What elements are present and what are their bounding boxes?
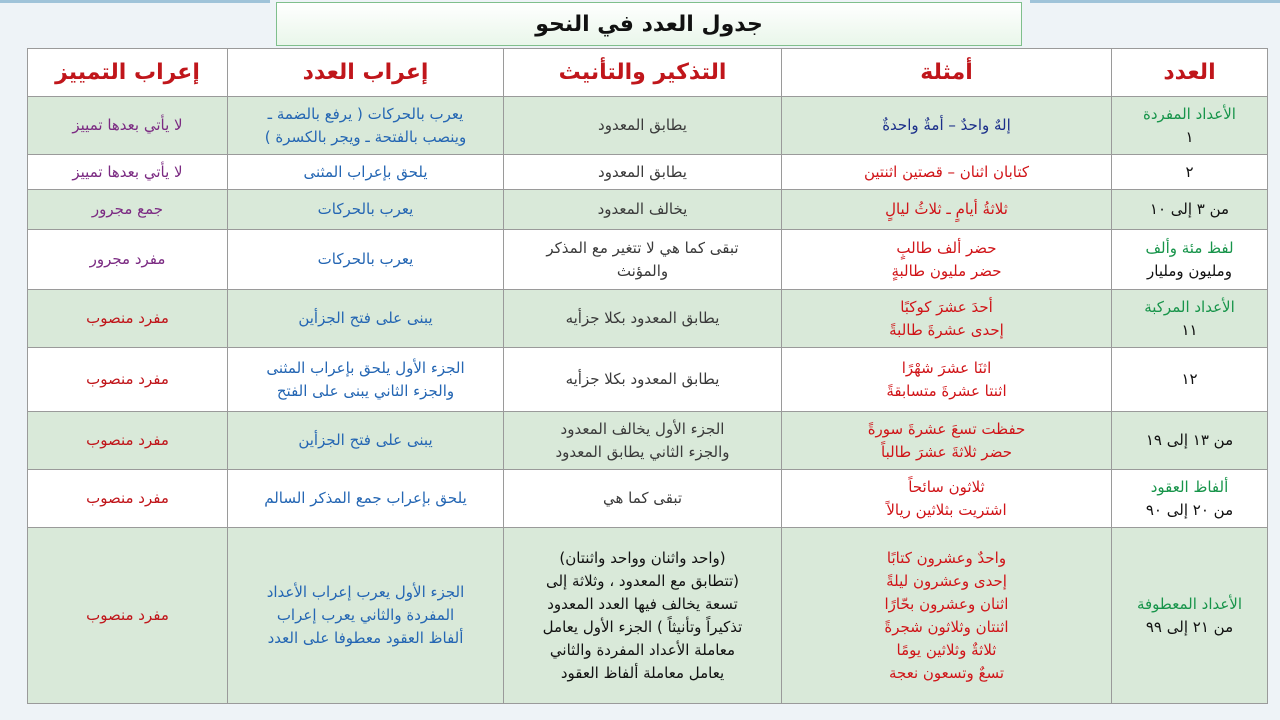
gender-cell bbox=[504, 470, 782, 528]
tamyeez-cell: جمع مجرور bbox=[28, 190, 228, 230]
examples-cell bbox=[782, 470, 1112, 528]
table-row bbox=[28, 230, 1268, 290]
number-cell-line: الأعداد المعطوفة bbox=[1136, 594, 1243, 613]
examples-cell-line: اثنَا عشرَ شهْرًا bbox=[901, 358, 992, 377]
examples-cell-line: كتابان اثنان – قصتين اثنتين bbox=[863, 162, 1029, 181]
number-cell bbox=[1112, 155, 1268, 190]
examples-cell-line: حفظت تسعَ عشرةَ سورةً bbox=[867, 419, 1026, 438]
irab-cell-line: يعرب بالحركات ( يرفع بالضمة ـ bbox=[267, 104, 464, 123]
top-decor-bar-left bbox=[0, 0, 270, 3]
examples-cell-line: حضر ألف طالبٍ bbox=[896, 238, 997, 257]
examples-cell-line: إلهٌ واحدٌ – أمةٌ واحدةٌ bbox=[882, 116, 1011, 134]
gender-cell-line: (واحد واثنان وواحد واثنتان) bbox=[559, 548, 726, 567]
gender-cell-line: يطابق المعدود bbox=[598, 116, 687, 134]
number-cell-line: من ١٣ إلى ١٩ bbox=[1145, 431, 1234, 449]
page-title: جدول العدد في النحو bbox=[535, 11, 763, 37]
examples-cell-line: إحدى وعشرون ليلةً bbox=[886, 571, 1007, 590]
number-cell-line: الأعداد المركبة bbox=[1144, 297, 1235, 316]
table-row bbox=[28, 412, 1268, 470]
gender-cell-line: تبقى كما هي bbox=[602, 489, 683, 507]
header-irab-number: إعراب العدد bbox=[228, 49, 504, 97]
number-cell bbox=[1112, 470, 1268, 528]
gender-cell-line: الجزء الأول يخالف المعدود bbox=[560, 419, 725, 438]
examples-cell bbox=[782, 230, 1112, 290]
irab-cell-line: وينصب بالفتحة ـ ويجر بالكسرة ) bbox=[264, 127, 467, 146]
examples-cell-line: واحدٌ وعشرون كتابًا bbox=[886, 548, 1007, 567]
examples-cell-line: أحدَ عشرَ كوكبًا bbox=[900, 297, 993, 316]
irab-cell-line: يعرب بالحركات bbox=[317, 200, 414, 218]
gender-cell bbox=[504, 97, 782, 155]
number-cell-line: ألفاظ العقود bbox=[1150, 477, 1229, 496]
gender-cell bbox=[504, 190, 782, 230]
gender-cell bbox=[504, 230, 782, 290]
examples-cell bbox=[782, 290, 1112, 348]
tamyeez-cell: مفرد منصوب bbox=[28, 348, 228, 412]
examples-cell bbox=[782, 97, 1112, 155]
irab-cell bbox=[228, 190, 504, 230]
gender-cell bbox=[504, 412, 782, 470]
number-cell bbox=[1112, 97, 1268, 155]
gender-cell-line: والمؤنث bbox=[616, 261, 669, 280]
gender-cell bbox=[504, 290, 782, 348]
gender-cell-line: معاملة الأعداد المفردة والثاني bbox=[549, 640, 736, 659]
irab-cell bbox=[228, 230, 504, 290]
header-row bbox=[28, 49, 1268, 97]
tamyeez-cell: مفرد منصوب bbox=[28, 528, 228, 704]
number-cell bbox=[1112, 348, 1268, 412]
tamyeez-cell: مفرد منصوب bbox=[28, 290, 228, 348]
tamyeez-cell: مفرد منصوب bbox=[28, 412, 228, 470]
table-row bbox=[28, 190, 1268, 230]
examples-cell bbox=[782, 155, 1112, 190]
number-cell-line: ١٢ bbox=[1181, 370, 1198, 388]
gender-cell-line: (تتطابق مع المعدود ، وثلاثة إلى bbox=[545, 571, 740, 590]
irab-cell-line: يلحق بإعراب جمع المذكر السالم bbox=[264, 489, 467, 507]
irab-cell-line: يلحق بإعراب المثنى bbox=[303, 162, 428, 181]
number-cell-line: الأعداد المفردة bbox=[1143, 104, 1236, 123]
tamyeez-cell: لا يأتي بعدها تمييز bbox=[28, 97, 228, 155]
header-gender: التذكير والتأنيث bbox=[504, 49, 782, 97]
examples-cell-line: حضر مليون طالبةٍ bbox=[891, 261, 1002, 280]
number-cell-line: من ٢٠ إلى ٩٠ bbox=[1145, 500, 1234, 519]
irab-cell-line: والجزء الثاني يبنى على الفتح bbox=[276, 381, 455, 400]
gender-cell-line: تسعة يخالف فيها العدد المعدود bbox=[547, 594, 738, 613]
gender-cell bbox=[504, 348, 782, 412]
irab-cell-line: يبنى على فتح الجزأين bbox=[298, 431, 433, 449]
number-cell bbox=[1112, 290, 1268, 348]
examples-cell-line: حضر ثلاثةَ عشرَ طالباً bbox=[881, 442, 1012, 461]
tamyeez-cell: مفرد منصوب bbox=[28, 470, 228, 528]
tamyeez-cell: لا يأتي بعدها تمييز bbox=[28, 155, 228, 190]
table-row bbox=[28, 290, 1268, 348]
examples-cell-line: اشتريت بثلاثين ريالاً bbox=[886, 500, 1007, 519]
examples-cell-line: إحدى عشرةَ طالبةً bbox=[889, 320, 1004, 339]
number-cell-line: لفظ مئة وألف bbox=[1145, 238, 1234, 257]
examples-cell bbox=[782, 528, 1112, 704]
number-cell bbox=[1112, 190, 1268, 230]
table-row bbox=[28, 528, 1268, 704]
gender-cell-line: تبقى كما هي لا تتغير مع المذكر bbox=[546, 238, 739, 257]
examples-cell bbox=[782, 348, 1112, 412]
gender-cell-line: تذكيراً وتأنيثاً ) الجزء الأول يعامل bbox=[542, 617, 743, 636]
examples-cell-line: اثنتا عشرةَ متسابقةً bbox=[886, 381, 1007, 400]
table-body bbox=[28, 97, 1268, 704]
number-cell-line: من ٢١ إلى ٩٩ bbox=[1145, 617, 1234, 636]
irab-cell bbox=[228, 348, 504, 412]
examples-cell-line: ثلاثةٌ وثلاثين يومًا bbox=[896, 640, 997, 659]
number-cell bbox=[1112, 412, 1268, 470]
irab-cell bbox=[228, 290, 504, 348]
gender-cell-line: يطابق المعدود bbox=[598, 162, 687, 181]
examples-cell-line: تسعٌ وتسعون نعجة bbox=[888, 663, 1004, 682]
irab-cell-line: المفردة والثاني يعرب إعراب bbox=[276, 606, 455, 624]
irab-cell-line: الجزء الأول يعرب إعراب الأعداد bbox=[266, 583, 465, 601]
number-cell bbox=[1112, 230, 1268, 290]
irab-cell-line: ألفاظ العقود معطوفا على العدد bbox=[267, 629, 464, 647]
table-row bbox=[28, 348, 1268, 412]
irab-cell-line: يعرب بالحركات bbox=[317, 250, 414, 268]
header-irab-tamyeez: إعراب التمييز bbox=[28, 49, 228, 97]
irab-cell-line: يبنى على فتح الجزأين bbox=[298, 309, 433, 327]
examples-cell bbox=[782, 190, 1112, 230]
top-decor-bar-right bbox=[1030, 0, 1280, 3]
number-cell bbox=[1112, 528, 1268, 704]
number-cell-line: ١ bbox=[1185, 127, 1194, 146]
examples-cell-line: اثنتان وثلاثون شجرةً bbox=[884, 617, 1009, 636]
gender-cell bbox=[504, 155, 782, 190]
number-cell-line: ومليون ومليار bbox=[1147, 261, 1232, 280]
irab-cell bbox=[228, 470, 504, 528]
number-cell-line: ٢ bbox=[1185, 162, 1194, 181]
gender-cell-line: يعامل معاملة ألفاظ العقود bbox=[560, 663, 725, 682]
title-box bbox=[276, 2, 1022, 46]
number-grammar-table bbox=[27, 48, 1268, 704]
irab-cell-line: الجزء الأول يلحق بإعراب المثنى bbox=[266, 358, 465, 377]
header-number: العدد bbox=[1112, 49, 1268, 97]
examples-cell-line: اثنان وعشرون بحّارًا bbox=[884, 594, 1009, 613]
table-row bbox=[28, 97, 1268, 155]
gender-cell-line: يخالف المعدود bbox=[597, 200, 688, 218]
header-examples: أمثلة bbox=[782, 49, 1112, 97]
gender-cell-line: والجزء الثاني يطابق المعدود bbox=[555, 442, 730, 461]
tamyeez-cell: مفرد مجرور bbox=[28, 230, 228, 290]
examples-cell-line: ثلاثون سائحاً bbox=[908, 477, 985, 496]
number-cell-line: من ٣ إلى ١٠ bbox=[1149, 200, 1230, 218]
irab-cell bbox=[228, 412, 504, 470]
irab-cell bbox=[228, 155, 504, 190]
table-row bbox=[28, 470, 1268, 528]
gender-cell bbox=[504, 528, 782, 704]
number-cell-line: ١١ bbox=[1181, 320, 1198, 339]
table-row bbox=[28, 155, 1268, 190]
gender-cell-line: يطابق المعدود بكلا جزأيه bbox=[565, 309, 720, 327]
examples-cell-line: ثلاثةُ أيامٍ ـ ثلاثُ ليالٍ bbox=[885, 200, 1008, 218]
irab-cell bbox=[228, 97, 504, 155]
examples-cell bbox=[782, 412, 1112, 470]
irab-cell bbox=[228, 528, 504, 704]
gender-cell-line: يطابق المعدود بكلا جزأيه bbox=[565, 370, 720, 388]
